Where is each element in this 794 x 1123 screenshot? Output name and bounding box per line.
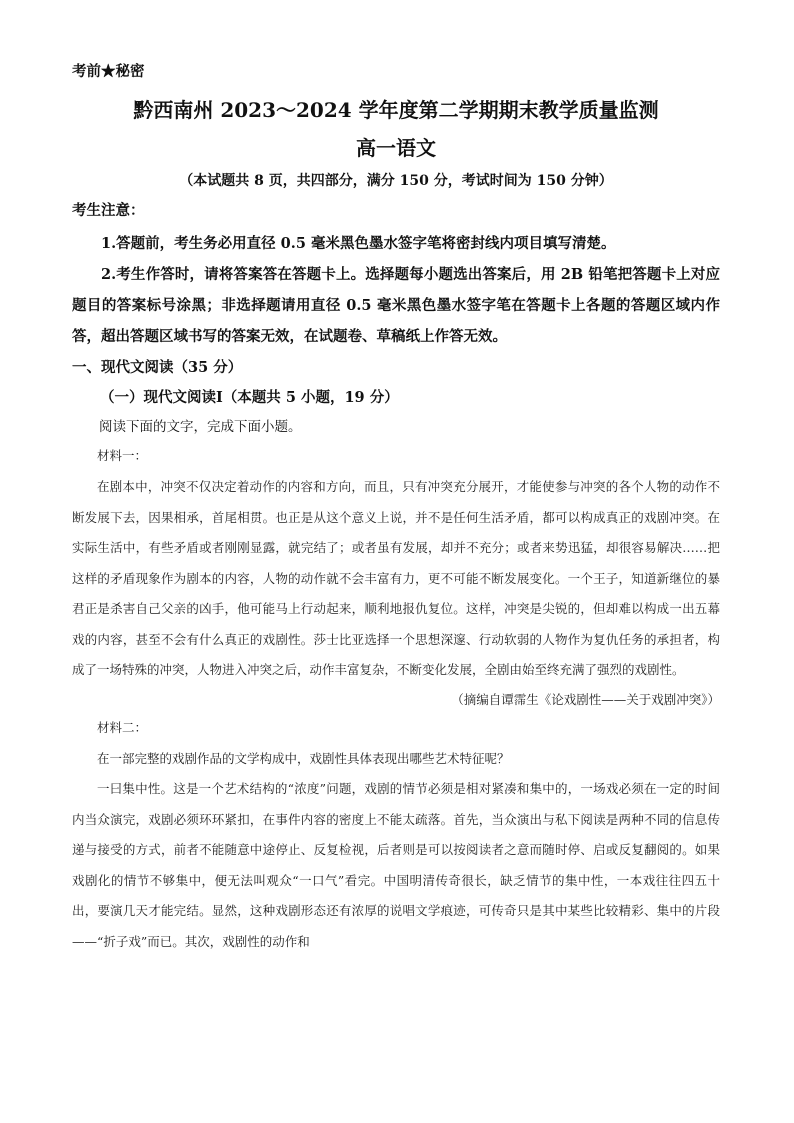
reading-instruction: 阅读下面的文字，完成下面小题。 (99, 419, 302, 435)
material-question: 在一部完整的戏剧作品的文学构成中，戏剧性具体表现出哪些艺术特征呢？ (97, 750, 510, 766)
notice-heading: 考生注意： (72, 202, 145, 219)
material-text: 在剧本中，冲突不仅决定着动作的内容和方向，而且，只有冲突充分展开，才能使参与冲突的各个人物的动作不断发展下去，因果相承，首尾相贯。也正是从这个意义上说，并不是任何生活矛盾，都可以构成真正的戏剧冲突。在实际生活中，有些矛盾或者刚刚显露，就完结了；或者虽有发展，却并不充分；或者来势迅猛，却很容易解决……把这样的矛盾现象作为剧本的内容，人物的动作就不会丰富有力，更不可能不断发展变化。一个王子，知道新继位的暴君正是杀害自己父亲的凶手，他可能马上行动起来，顺利地报仇复位。这样，冲突是尖锐的，但却难以构成一出五幕戏的内容，甚至不会有什么真正的戏剧性。莎士比亚选择一个思想深邃、行动软弱的人物作为复仇任务的承担者，构成了一场特殊的冲突，人物进入冲突之后，动作丰富复杂，不断变化发展，全剧由始至终充满了强烈的戏剧性。 (72, 479, 720, 677)
notice-item: 1.答题前，考生务必用直径 0.5 毫米黑色墨水签字笔将密封线内项目填写清楚。 (101, 235, 616, 252)
material-label: 材料一： (97, 448, 148, 463)
section-heading: 一、现代文阅读（35 分） (72, 359, 243, 376)
exam-title: 黔西南州 2023～2024 学年度第二学期期末教学质量监测 (133, 98, 659, 122)
subject-title: 高一语文 (356, 136, 436, 160)
exam-info: （本试题共 8 页，共四部分，满分 150 分，考试时间为 150 分钟） (179, 173, 613, 189)
material-label: 材料二： (97, 719, 148, 735)
secret-mark: 考前★秘密 (72, 63, 145, 80)
subsection-heading: （一）现代文阅读Ⅰ（本题共 5 小题，19 分） (100, 389, 399, 406)
material-text: 一曰集中性。这是一个艺术结构的“浓度”问题，戏剧的情节必须是相对紧凑和集中的，一场戏必须在一定的时间内当众演完，戏剧必须环环紧扣，在事件内容的密度上不能太疏落。首先，当众演出与私下阅读是两种不同的信息传递与接受的方式，前者不能随意中途停止、反复检视，后者则是可以按阅读者之意而随时停、启或反复翻阅的。如果戏剧化的情节不够集中，便无法叫观众“一口气”看完。中国明清传奇很长，缺乏情节的集中性，一本戏往往四五十出，要演几天才能完结。显然，这种戏剧形态还有浓厚的说唱文学痕迹，可传奇只是其中某些比较精彩、集中的片段——“折子戏”而已。其次，戏剧性的动作和 (72, 781, 720, 949)
material-source: （摘编自谭霈生《论戏剧性——关于戏剧冲突》） (451, 691, 720, 707)
notice-item: 2.考生作答时，请将答案答在答题卡上。选择题每小题选出答案后，用 2B 铅笔把答题卡上对应题目的答案标号涂黑；非选择题请用直径 0.5 毫米黑色墨水签字笔在答题卡上各题的答题区域内作答，超出答题区域书写的答案无效，在试题卷、草稿纸上作答无效。 (72, 266, 720, 345)
